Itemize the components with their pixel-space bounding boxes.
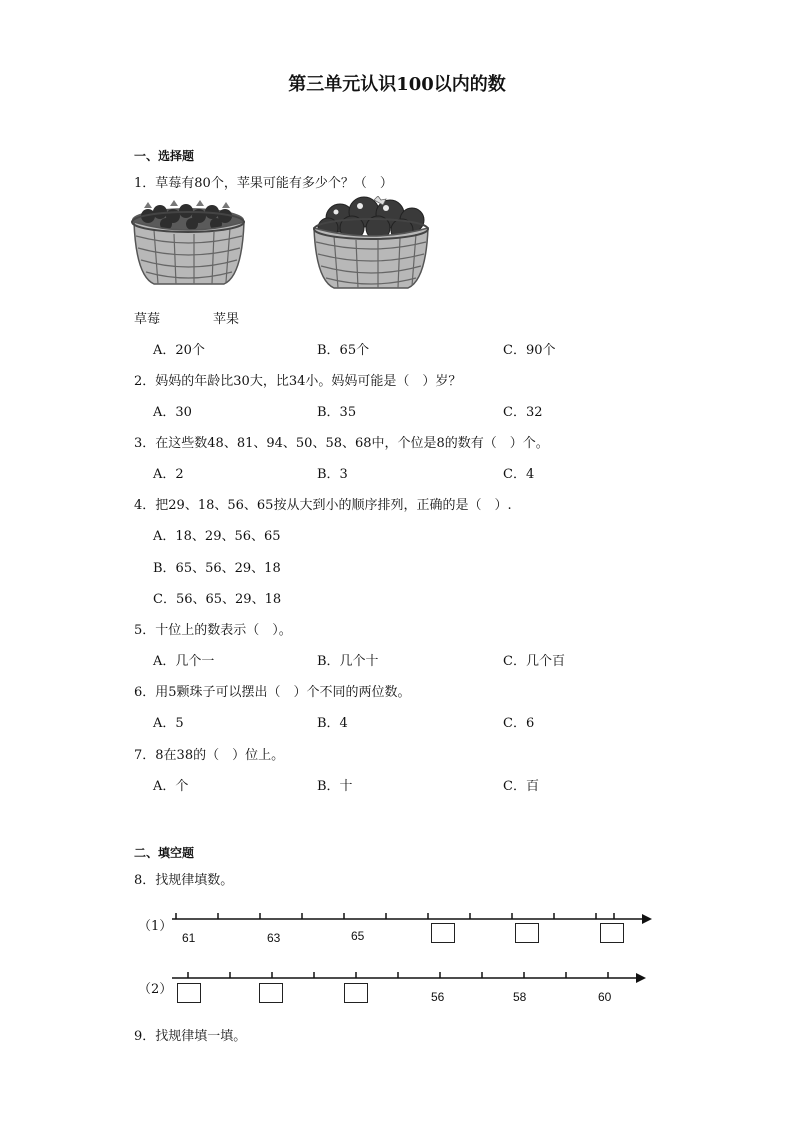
caption-strawberry: 草莓: [134, 312, 161, 327]
q1-option-c[interactable]: C．90个: [503, 343, 556, 358]
arrow-right-icon: [642, 914, 652, 924]
q4-option-b[interactable]: B．65、56、29、18: [153, 561, 281, 576]
q3-option-a[interactable]: A．2: [153, 467, 184, 482]
question-2-stem: 2．妈妈的年龄比30大，比34小。妈妈可能是（ ）岁？: [134, 374, 462, 389]
fruit-baskets-illustration: [130, 196, 430, 296]
number-line-2-tag: （2）: [138, 982, 173, 997]
q5-option-a[interactable]: A．几个一: [153, 654, 215, 669]
answer-box[interactable]: [431, 923, 455, 943]
answer-box[interactable]: [177, 983, 201, 1003]
number-line-1-label: 63: [267, 931, 281, 945]
q4-option-c[interactable]: C．56、65、29、18: [153, 592, 282, 607]
question-4-stem: 4．把29、18、56、65按从大到小的顺序排列，正确的是（ ）.: [134, 498, 512, 513]
q2-option-c[interactable]: C．32: [503, 405, 543, 420]
question-5-stem: 5．十位上的数表示（ ）。: [134, 623, 292, 638]
arrow-right-icon: [636, 973, 646, 983]
caption-apple: 苹果: [213, 312, 240, 327]
q7-option-c[interactable]: C．百: [503, 779, 539, 794]
q7-option-a[interactable]: A．个: [153, 779, 189, 794]
q6-option-c[interactable]: C．6: [503, 716, 535, 731]
number-line-1-label: 61: [182, 931, 196, 945]
q1-option-b[interactable]: B．65个: [317, 343, 370, 358]
question-8-stem: 8．找规律填数。: [134, 873, 234, 888]
answer-box[interactable]: [344, 983, 368, 1003]
question-9-stem: 9．找规律填一填。: [134, 1029, 247, 1044]
answer-box[interactable]: [259, 983, 283, 1003]
apple-basket-image: [314, 196, 428, 288]
number-line-2: [170, 970, 650, 990]
q2-option-b[interactable]: B．35: [317, 405, 357, 420]
q6-option-b[interactable]: B．4: [317, 716, 348, 731]
q5-option-c[interactable]: C．几个百: [503, 654, 565, 669]
section-heading-choice: 一、选择题: [134, 149, 195, 163]
number-line-1-label: 65: [351, 929, 365, 943]
number-line-1: [170, 910, 656, 930]
q5-option-b[interactable]: B．几个十: [317, 654, 379, 669]
q4-option-a[interactable]: A．18、29、56、65: [153, 529, 281, 544]
number-line-1-tag: （1）: [138, 919, 173, 934]
q2-option-a[interactable]: A．30: [153, 405, 192, 420]
q3-option-c[interactable]: C．4: [503, 467, 535, 482]
q6-option-a[interactable]: A．5: [153, 716, 184, 731]
number-line-2-label: 58: [513, 990, 527, 1004]
q3-option-b[interactable]: B．3: [317, 467, 348, 482]
q1-option-a[interactable]: A．20个: [153, 343, 205, 358]
q7-option-b[interactable]: B．十: [317, 779, 353, 794]
question-7-stem: 7．8在38的（ ）位上。: [134, 748, 285, 763]
section-heading-fill: 二、填空题: [134, 846, 195, 860]
question-6-stem: 6．用5颗珠子可以摆出（ ）个不同的两位数。: [134, 685, 411, 700]
answer-box[interactable]: [600, 923, 624, 943]
question-3-stem: 3．在这些数48、81、94、50、58、68中，个位是8的数有（ ）个。: [134, 436, 549, 451]
page-title: 第三单元认识100以内的数: [288, 74, 506, 95]
question-1-stem: 1．草莓有80个，苹果可能有多少个？（ ）: [134, 176, 393, 191]
number-line-2-label: 60: [598, 990, 612, 1004]
strawberry-basket-image: [132, 200, 244, 284]
answer-box[interactable]: [515, 923, 539, 943]
number-line-2-label: 56: [431, 990, 445, 1004]
